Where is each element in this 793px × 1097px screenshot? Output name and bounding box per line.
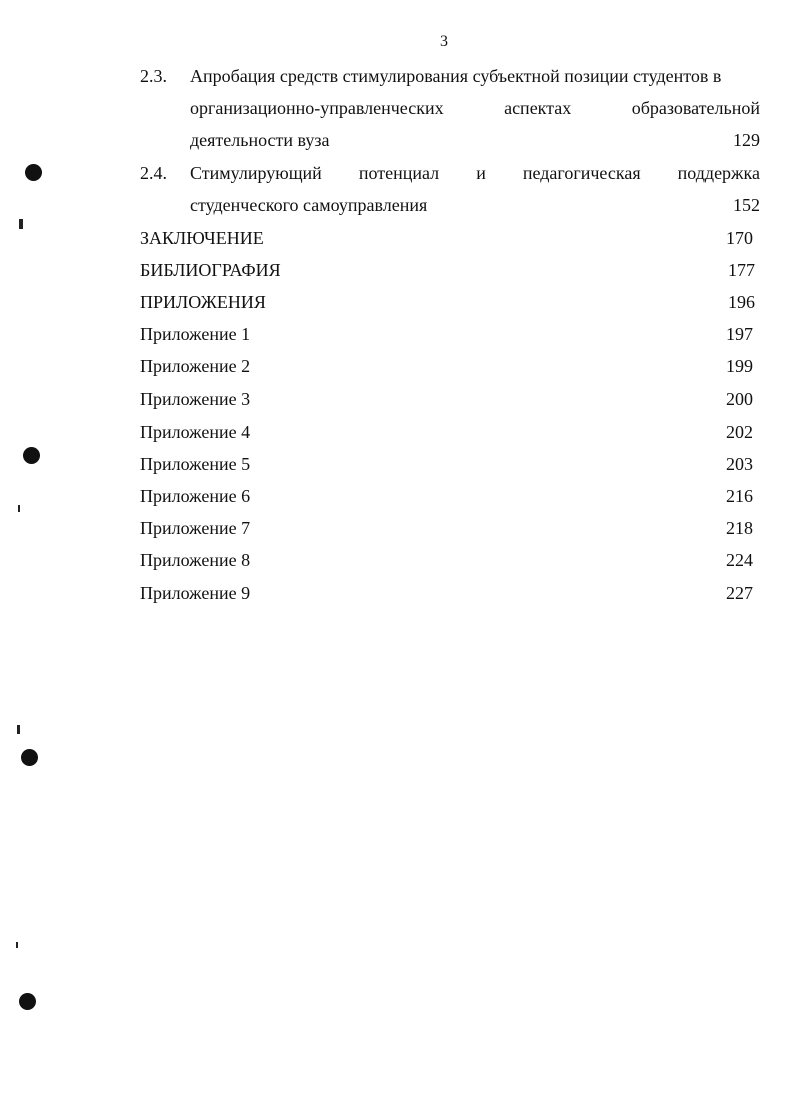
section-title-line: Апробация средств стимулирования субъектной позиции студентов в (190, 66, 722, 86)
page-ref: 224 (726, 550, 753, 570)
page-ref: 203 (726, 454, 753, 474)
title-word: потенциал (358, 163, 440, 183)
page-number: 3 (440, 33, 448, 50)
punch-hole (19, 993, 36, 1010)
page-ref: 197 (726, 324, 753, 344)
page-ref: 216 (726, 486, 753, 506)
title-word: аспектах (504, 98, 572, 118)
title-word: поддержка (677, 163, 760, 183)
scan-speck (19, 219, 23, 229)
toc-chapter-title: БИБЛИОГРАФИЯ (140, 260, 281, 280)
toc-appendix-title: Приложение 4 (140, 422, 251, 442)
toc-chapter-title: ПРИЛОЖЕНИЯ (140, 292, 266, 312)
title-word: Стимулирующий (190, 163, 322, 183)
page-ref: 200 (726, 389, 753, 409)
toc-chapter-title: ЗАКЛЮЧЕНИЕ (140, 228, 264, 248)
toc-appendix-title: Приложение 6 (140, 486, 251, 506)
page-ref: 202 (726, 422, 753, 442)
title-word: и (476, 163, 486, 183)
title-word: педагогическая (522, 163, 641, 183)
page-ref: 170 (726, 228, 753, 248)
page-ref: 152 (733, 195, 760, 215)
punch-hole (25, 164, 42, 181)
title-word: организационно-управленческих (190, 98, 444, 118)
toc-appendix-title: Приложение 2 (140, 356, 251, 376)
page-ref: 177 (728, 260, 755, 280)
section-title-line (190, 163, 760, 184)
toc-appendix-title: Приложение 3 (140, 389, 251, 409)
section-title-line: деятельности вуза (190, 130, 330, 150)
page-ref: 196 (728, 292, 755, 312)
page-ref: 227 (726, 583, 753, 603)
section-title-line (190, 98, 760, 119)
section-number: 2.4. (140, 163, 167, 183)
toc-appendix-title: Приложение 7 (140, 518, 251, 538)
section-number: 2.3. (140, 66, 167, 86)
toc-appendix-title: Приложение 8 (140, 550, 251, 570)
scan-speck (18, 505, 20, 512)
toc-appendix-title: Приложение 1 (140, 324, 251, 344)
scan-speck (17, 725, 20, 734)
toc-appendix-title: Приложение 9 (140, 583, 251, 603)
title-word: образовательной (631, 98, 760, 118)
toc-appendix-title: Приложение 5 (140, 454, 251, 474)
scan-speck (16, 942, 18, 948)
page-ref: 199 (726, 356, 753, 376)
punch-hole (23, 447, 40, 464)
section-title-line: студенческого самоуправления (190, 195, 428, 215)
page-ref: 218 (726, 518, 753, 538)
page-ref: 129 (733, 130, 760, 150)
punch-hole (21, 749, 38, 766)
